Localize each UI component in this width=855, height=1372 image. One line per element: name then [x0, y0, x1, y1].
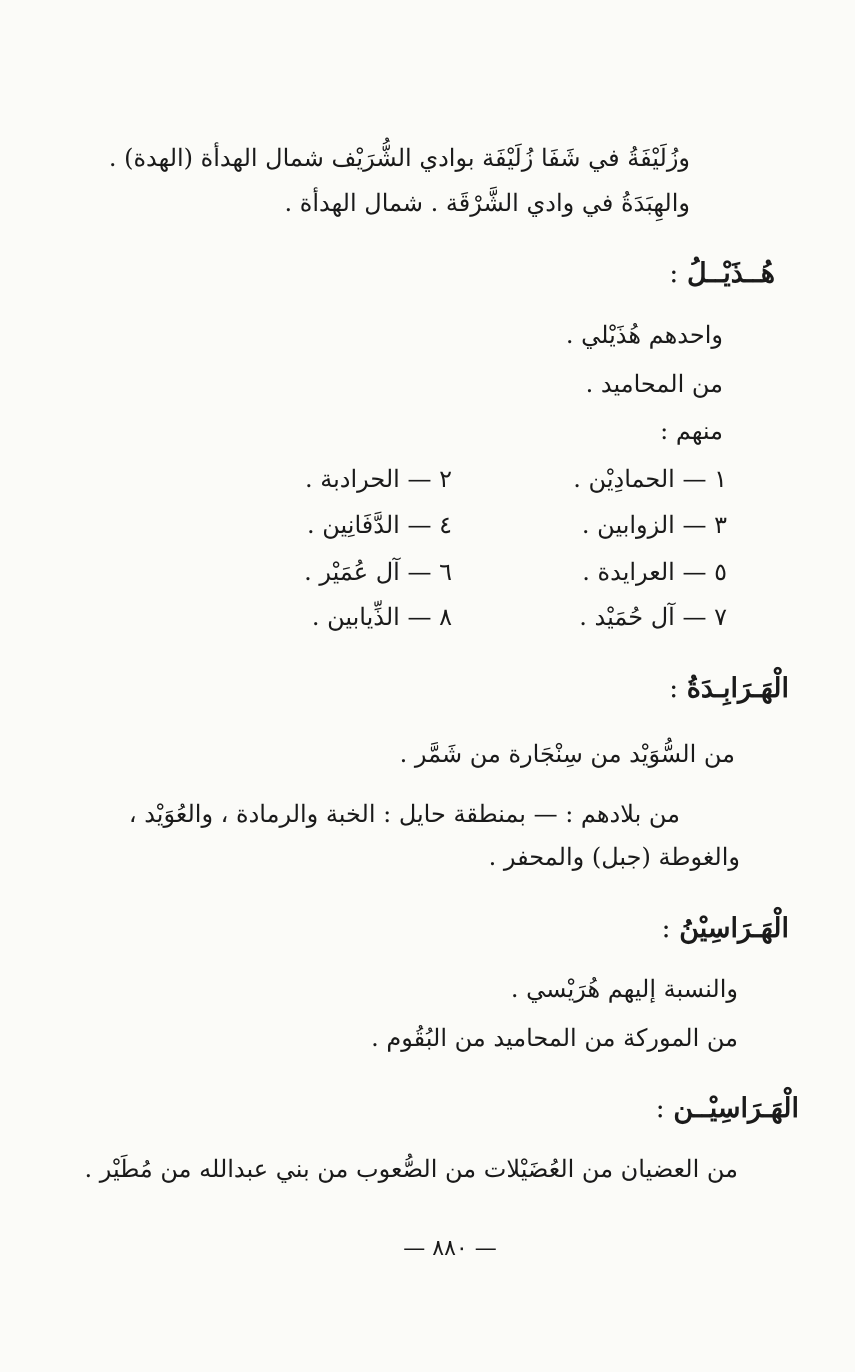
- intro-line-2: والهِبَدَةُ في وادي الشَّرْقَة . شمال الهدأة .: [284, 189, 690, 217]
- heading-harabida: [669, 670, 789, 708]
- harabida-line-3: والغوطة (جبل) والمحفر .: [488, 843, 740, 871]
- list-item: ١ — الحمادِيْن .: [573, 465, 727, 493]
- page-number: — ٨٨٠ —: [403, 1236, 497, 1261]
- list-item: ٢ — الحرادبة .: [304, 465, 452, 493]
- heading-hudhayl-colon: :: [669, 258, 687, 289]
- heading-harabida-text: الْهَـرَابِـدَةُ: [686, 673, 789, 704]
- list-item: ٦ — آل عُمَيْر .: [304, 558, 452, 586]
- heading-hudhayl-text: هُــذَيْــلُ: [686, 258, 775, 289]
- heading-harasin-text: الْهَـرَاسِيْــن: [673, 1093, 799, 1124]
- harasinu-line-2: من الموركة من المحاميد من البُقُوم .: [371, 1024, 738, 1052]
- hudhayl-line-2: من المحاميد .: [585, 370, 723, 398]
- heading-harasin: [656, 1090, 799, 1128]
- intro-line-1: وزُلَيْفَةُ في شَفَا زُلَيْفَة بوادي الشُّرَيْف شمال الهدأة (الهدة) .: [108, 144, 690, 172]
- heading-hudhayl: [669, 255, 775, 293]
- list-item: ٥ — العرايدة .: [582, 558, 727, 586]
- harasin-line-1: من العضيان من العُضَيْلات من الصُّعوب من بني عبدالله من مُطَيْر .: [84, 1155, 738, 1183]
- list-item: ٨ — الذِّيابين .: [311, 603, 452, 631]
- hudhayl-line-1: واحدهم هُذَيْلي .: [565, 321, 723, 349]
- list-item: ٣ — الزوابين .: [581, 511, 727, 539]
- harabida-line-1: من السُّوَيْد من سِنْجَارة من شَمَّر .: [399, 740, 735, 768]
- heading-harabida-colon: :: [669, 673, 687, 704]
- harabida-line-2: من بلادهم : — بمنطقة حايل : الخبة والرمادة ، والعُوَيْد ،: [128, 800, 680, 828]
- heading-harasin-colon: :: [655, 1093, 674, 1124]
- list-item: ٧ — آل حُمَيْد .: [579, 603, 727, 631]
- heading-harasinu: [662, 910, 790, 948]
- hudhayl-line-3: منهم :: [660, 417, 723, 445]
- heading-harasinu-colon: :: [661, 913, 680, 944]
- harasinu-line-1: والنسبة إليهم هُرَيْسي .: [510, 975, 738, 1003]
- heading-harasinu-text: الْهَـرَاسِيْنُ: [679, 913, 789, 944]
- list-item: ٤ — الدَّفَانِين .: [307, 511, 452, 539]
